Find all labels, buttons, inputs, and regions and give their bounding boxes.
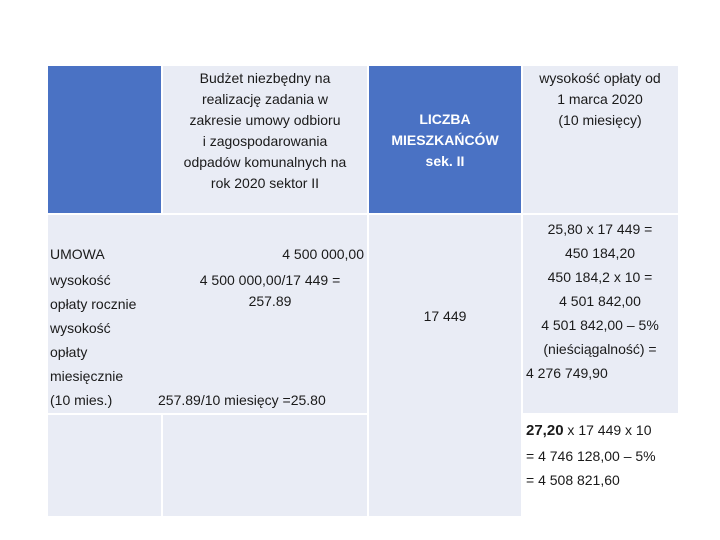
header-fee-line: (10 miesięcy) bbox=[558, 112, 642, 128]
empty-budget-cell bbox=[162, 414, 368, 516]
fee-calc-line: (nieściągalność) = bbox=[543, 341, 657, 357]
header-budget bbox=[162, 66, 368, 214]
grid-line bbox=[161, 66, 163, 214]
header-budget-line: Budżet niezbędny na bbox=[199, 70, 331, 86]
fee-calc-line: 4 276 749,90 bbox=[526, 365, 608, 381]
header-population bbox=[368, 66, 522, 214]
fee-calc-line: 450 184,2 x 10 = bbox=[547, 269, 653, 285]
fee-calc-cell bbox=[522, 214, 678, 414]
fee-calc-line: 450 184,20 bbox=[564, 245, 636, 261]
grid-line bbox=[48, 413, 368, 415]
header-budget-line: odpadów komunalnych na bbox=[183, 154, 347, 170]
budget-annual-result: 257.89 bbox=[248, 293, 292, 309]
fee-calc-line: 4 501 842,00 bbox=[559, 293, 641, 309]
new-fee-line: = 4 508 821,60 bbox=[526, 472, 620, 488]
header-budget-line: rok 2020 sektor II bbox=[210, 175, 320, 191]
label-umowa: UMOWA bbox=[50, 246, 105, 262]
label-line: wysokość bbox=[50, 272, 111, 288]
grid-line bbox=[521, 66, 523, 516]
population-value: 17 449 bbox=[423, 308, 467, 324]
grid-line bbox=[522, 413, 678, 415]
labels-cell bbox=[48, 214, 162, 414]
header-fee-line: wysokość opłaty od bbox=[539, 70, 661, 86]
label-line: wysokość bbox=[50, 320, 111, 336]
new-fee-rate: 27,20 bbox=[526, 422, 564, 439]
fee-table bbox=[48, 66, 678, 516]
header-population-line: LICZBA bbox=[419, 110, 471, 127]
new-fee-formula: x 17 449 x 10 bbox=[563, 422, 652, 438]
label-line: miesięcznie bbox=[50, 368, 124, 384]
header-cell-empty bbox=[48, 66, 162, 214]
new-fee-line: = 4 746 128,00 – 5% bbox=[526, 448, 656, 464]
empty-label-cell bbox=[48, 414, 162, 516]
header-fee bbox=[522, 66, 678, 214]
population-cell bbox=[368, 214, 522, 516]
fee-calc-line: 25,80 x 17 449 = bbox=[547, 221, 653, 237]
label-line: (10 mies.) bbox=[50, 392, 113, 408]
budget-monthly: 257.89/10 miesięcy =25.80 bbox=[158, 392, 326, 408]
budget-annual-calc: 4 500 000,00/17 449 = bbox=[199, 272, 341, 288]
header-budget-line: i zagospodarowania bbox=[202, 133, 328, 149]
fee-calc-line: 4 501 842,00 – 5% bbox=[541, 317, 659, 333]
budget-umowa-value: 4 500 000,00 bbox=[282, 246, 364, 262]
grid-line bbox=[48, 213, 678, 215]
grid-line bbox=[367, 66, 369, 516]
new-fee-cell bbox=[522, 414, 678, 516]
header-budget-line: realizację zadania w bbox=[201, 91, 329, 107]
budget-cell bbox=[158, 214, 368, 414]
grid-line bbox=[161, 414, 163, 516]
header-population-line: MIESZKAŃCÓW bbox=[391, 131, 499, 148]
header-population-line: sek. II bbox=[425, 152, 465, 169]
label-line: opłaty bbox=[50, 344, 88, 360]
header-budget-line: zakresie umowy odbioru bbox=[189, 112, 341, 128]
header-fee-line: 1 marca 2020 bbox=[557, 91, 643, 107]
label-line: opłaty rocznie bbox=[50, 296, 137, 312]
